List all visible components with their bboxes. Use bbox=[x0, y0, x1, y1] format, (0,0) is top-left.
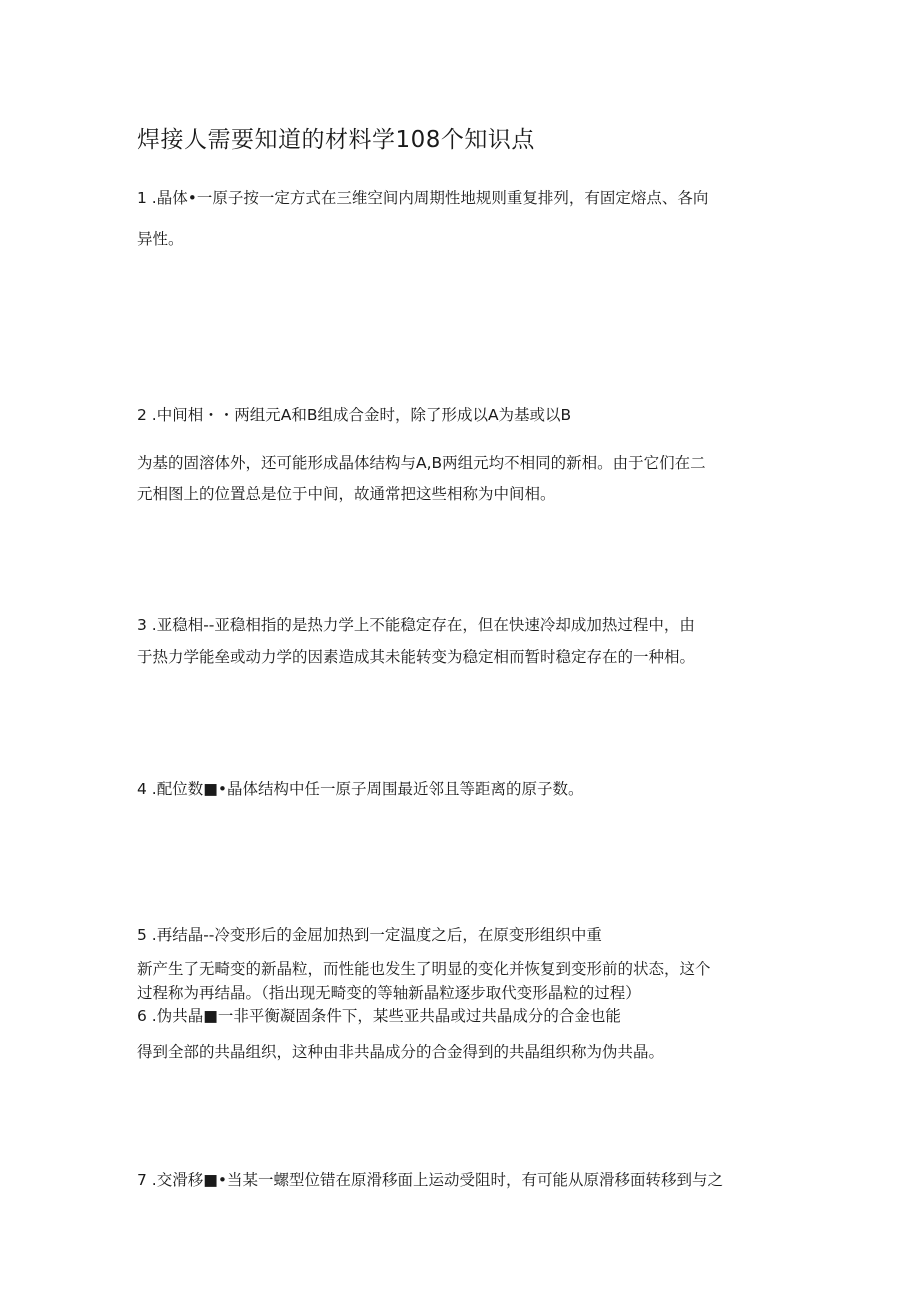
document-title: 焊接人需要知道的材料学108个知识点 bbox=[137, 127, 535, 153]
item-2-line-2: 为基的固溶体外，还可能形成晶体结构与A,B两组元均不相同的新相。由于它们在二 bbox=[137, 454, 706, 472]
item-6-line-1: 6 .伪共晶■一非平衡凝固条件下，某些亚共晶或过共晶成分的合金也能 bbox=[137, 1007, 621, 1025]
item-7-line-1: 7 .交滑移■•当某一螺型位错在原滑移面上运动受阻时，有可能从原滑移面转移到与之 bbox=[137, 1171, 724, 1189]
item-4-line-1: 4 .配位数■•晶体结构中任一原子周围最近邻且等距离的原子数。 bbox=[137, 780, 584, 798]
item-5-line-1: 5 .再结晶--冷变形后的金屈加热到一定温度之后，在原变形组织中重 bbox=[137, 926, 602, 944]
item-3-line-1: 3 .亚稳相--亚稳相指的是热力学上不能稳定存在，但在快速冷却成加热过程中，由 bbox=[137, 616, 695, 634]
item-5-line-2: 新产生了无畸变的新晶粒，而性能也发生了明显的变化并恢复到变形前的状态，这个 bbox=[137, 960, 711, 978]
item-5-line-3: 过程称为再结晶。（指出现无畸变的等轴新晶粒逐步取代变形晶粒的过程） bbox=[137, 984, 641, 1002]
item-6-line-2: 得到全部的共晶组织，这种由非共晶成分的合金得到的共晶组织称为伪共晶。 bbox=[137, 1043, 665, 1061]
item-3-line-2: 于热力学能垒或动力学的因素造成其未能转变为稳定相而暂时稳定存在的一种相。 bbox=[137, 648, 696, 666]
item-1-line-2: 异性。 bbox=[137, 230, 184, 248]
item-2-line-1: 2 .中间相・・两组元A和B组成合金时，除了形成以A为基或以B bbox=[137, 406, 572, 424]
item-2-line-3: 元相图上的位置总是位于中间，故通常把这些相称为中间相。 bbox=[137, 485, 556, 503]
item-1-line-1: 1 .晶体•一原子按一定方式在三维空间内周期性地规则重复排列，有固定熔点、各向 bbox=[137, 189, 709, 207]
